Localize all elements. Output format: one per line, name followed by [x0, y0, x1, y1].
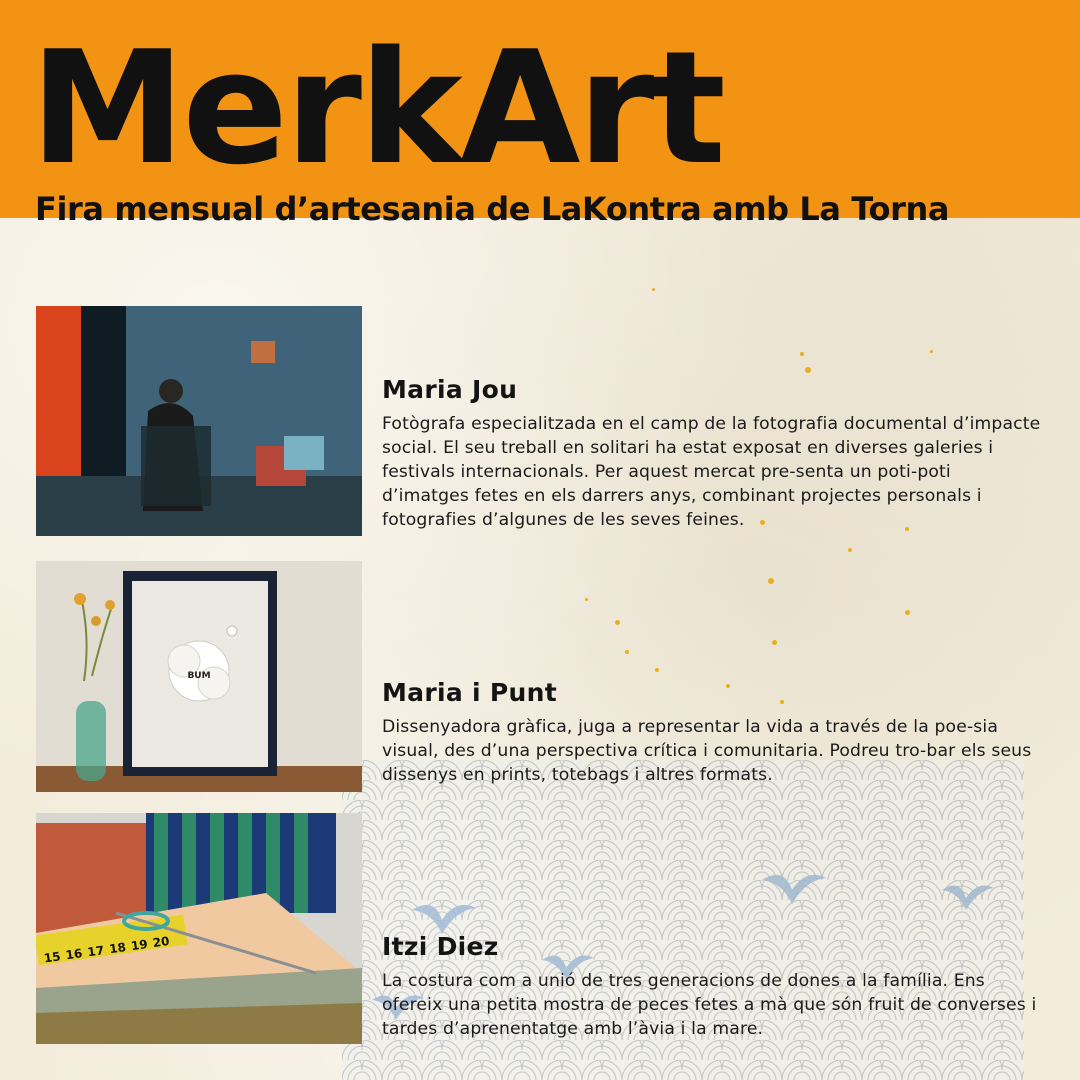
- speckle: [805, 367, 811, 373]
- speckle: [772, 640, 777, 645]
- artisan-entry: [382, 931, 1042, 1041]
- tape-number: 17: [86, 943, 106, 960]
- speckle: [585, 598, 588, 601]
- speckle: [625, 650, 629, 654]
- artisan-name: Maria i Punt: [382, 678, 557, 707]
- artisan-name: Maria Jou: [382, 375, 518, 404]
- speckle: [615, 620, 620, 625]
- speckle: [800, 352, 804, 356]
- speckle: [930, 350, 933, 353]
- speckle: [848, 548, 852, 552]
- speckle: [768, 578, 774, 584]
- tape-number: 16: [64, 946, 84, 963]
- artisan-entry: [382, 374, 1042, 532]
- artisan-entry: [382, 677, 1042, 787]
- print-caption: BUM: [187, 671, 211, 681]
- page-subtitle: Fira mensual d’artesania de LaKontra amb La Torna: [35, 190, 950, 228]
- photo-seated-woman: [36, 306, 362, 536]
- page-title: MerkArt: [30, 17, 723, 199]
- artisan-description: Dissenyadora gràfica, juga a representar la vida a través de la poe-sia visual, des d’una perspectiva crítica i comunitaria. Podreu tro-bar els seus dissenys en prints, totebags i altres formats.: [382, 717, 1032, 785]
- tape-number: 20: [151, 933, 171, 951]
- speckle: [652, 288, 655, 291]
- tape-number: 18: [108, 940, 127, 957]
- photo-framed-print: [36, 561, 362, 792]
- speckle: [655, 668, 659, 672]
- speckle: [905, 610, 910, 615]
- artisan-description: Fotògrafa especialitzada en el camp de la fotografia documental d’impacte social. El seu treball en solitari ha estat exposat en diverses galeries i festivals internacionals. Per aquest mercat pre-senta un poti-poti d’imatges fetes en els darrers anys, combinant projectes personals i fotografies d’algunes de les seves feines.: [382, 414, 1041, 530]
- tape-number: 19: [130, 937, 149, 954]
- tape-number: 15: [42, 949, 62, 966]
- artisan-description: La costura com a unió de tres generacions de dones a la família. Ens ofereix una petita mostra de peces fetes a mà que són fruit de converses i tardes d’aprenentatge amb l’àvia i la mare.: [382, 971, 1037, 1039]
- photo-fabrics-scissors: [36, 813, 362, 1044]
- artisan-name: Itzi Diez: [382, 932, 499, 961]
